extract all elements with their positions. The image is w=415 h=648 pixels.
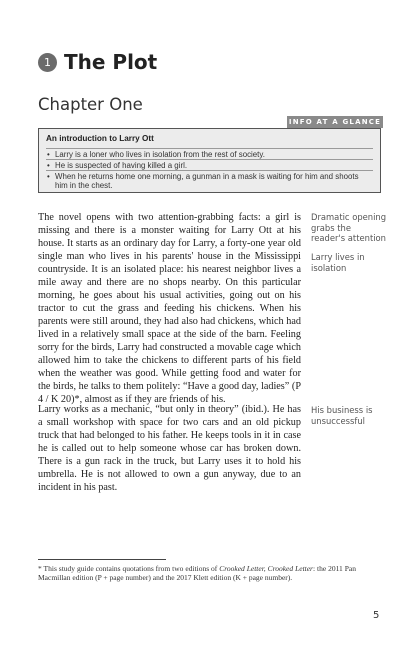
chapter-title: Chapter One (38, 95, 143, 114)
footnote (38, 564, 356, 583)
list-item: • When he returns home one morning, a gunman in a mask is waiting for him and shoots him in the chest. (46, 170, 373, 191)
body-paragraph: Larry works as a mechanic, “but only in theory” (ibid.). He has a small workshop with space for two cars and an old pickup truck that had belonged to his father. He keeps tools in it in case he is called out to help someone whose car has broken down. There is a gun rack in the truck, but Larry uses it to hold his umbrella. He is not allowed to own a gun anyway, due to an incident in his past. (38, 404, 301, 493)
body-paragraph: The novel opens with two attention-grabbing facts: a girl is missing and there is a monster waiting for Larry Ott at his house. It starts as an ordinary day for Larry, a forty-one year old single man who lives in his parents' house in the Mississippi countryside. It is an isolated place: his nearest neighbor lives a mile away and there are no shops nearby. On this particular morning, he goes about his usual activities, going out on his tractor to cut the grass and feeding his chickens. When his parents were still around, they had also had chickens, which had lived in a relatively small space at the side of the barn. Feeling sorry for the birds, Larry had constructed a movable cage which allowed him to take the chickens to different parts of his field when the weather was good. While getting food and water for the birds, he talks to them politely: “Have a good day, ladies” (P 4 / K 20)*, almost as if they are friends of his. (38, 212, 301, 405)
section-number-badge: 1 (38, 53, 57, 72)
margin-note: His business is unsuccessful (311, 405, 373, 426)
footnote-text: : the 2011 Pan Macmillan edition (P + page number) and the 2017 Klett edition (K + page number). (38, 564, 356, 583)
footnote-text: * This study guide contains quotations from two editions of (38, 564, 220, 573)
list-item: • He is suspected of having killed a girl. (46, 159, 373, 170)
section-title: The Plot (64, 50, 158, 74)
info-at-a-glance-label: INFO AT A GLANCE (288, 118, 382, 126)
info-box-title: An introduction to Larry Ott (46, 134, 154, 143)
margin-note: Dramatic opening grabs the reader's attention (311, 212, 387, 243)
page-number: 5 (373, 610, 380, 621)
info-box (38, 128, 381, 193)
book-title: Crooked Letter, Crooked Letter (219, 564, 313, 573)
info-box-list (46, 148, 373, 191)
section-heading (38, 50, 157, 74)
list-item: • Larry is a loner who lives in isolation from the rest of society. (46, 148, 373, 159)
margin-note: Larry lives in isolation (311, 252, 365, 273)
footnote-divider (38, 559, 166, 560)
